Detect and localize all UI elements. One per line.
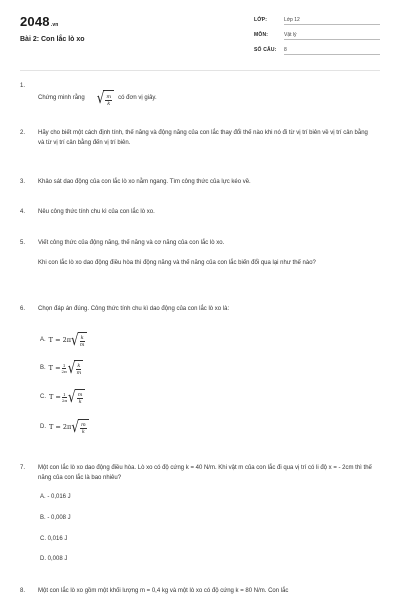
formula-c: T = $\frac{1}{2\pi}$ √ $\frac{m}{k}$ [49, 389, 85, 405]
option-c[interactable]: C. T = $\frac{1}{2\pi}$ √ $\frac{m}{k}$ [40, 386, 85, 408]
meta-info [254, 17, 384, 62]
question-text: Khảo sát dao động của con lắc lò xo nằm ngang. Tìm công thức của lực kéo về. [38, 179, 251, 185]
option-a[interactable]: A. T = 2π √ $\frac{k}{m}$ [40, 329, 87, 351]
option-a[interactable]: A. - 0,016 J [40, 494, 71, 500]
option-b[interactable]: B. T = $\frac{1}{2\pi}$ √ $\frac{k}{m}$ [40, 357, 83, 379]
formula-b: T = $\frac{1}{2\pi}$ √ $\frac{k}{m}$ [49, 360, 84, 376]
question-number: 7. [20, 465, 26, 471]
question-number: 2. [20, 130, 26, 136]
meta-row-class [254, 17, 384, 32]
formula-d: T = 2π √ $\frac{m}{k}$ [49, 419, 89, 435]
sqrt-m-over-k-formula: √ $\frac{m}{k}$ [97, 90, 114, 107]
question-number: 8. [20, 588, 26, 594]
question-text: Chọn đáp án đúng. Công thức tính chu kì dao động của con lắc lò xo là: [38, 306, 230, 312]
logo-main: 2048 [20, 14, 50, 29]
question-text: Một con lắc lò xo gồm một khối lượng m = 0,4 kg và một lò xo có độ cứng k = 80 N/m. Con lắc [38, 588, 289, 594]
question-text: Chứng minh rằng [38, 95, 85, 101]
option-d[interactable]: D. T = 2π √ $\frac{m}{k}$ [40, 416, 89, 438]
question-text: Nêu công thức tính chu kì của con lắc lò xo. [38, 209, 155, 215]
lesson-title: Bài 2: Con lắc lò xo [20, 36, 85, 43]
question-1-body [38, 90, 373, 106]
meta-label: MÔN: [254, 32, 269, 38]
question-number: 5. [20, 240, 26, 246]
option-d[interactable]: D. 0,008 J [40, 556, 68, 562]
question-text: Một con lắc lò xo dao động điều hòa. Lò xo có độ cứng k = 40 N/m. Khi vật m của con lắc đi qua vị trí có li độ x = - 2cm thì thế năng của con lắc là bao nhiêu? [38, 465, 372, 481]
question-number: 4. [20, 209, 26, 215]
logo-suffix: .vn [50, 22, 59, 28]
meta-label: SỐ CÂU: [254, 47, 277, 53]
meta-row-subject [254, 32, 384, 47]
meta-value: Lớp 12 [284, 17, 380, 25]
question-number: 6. [20, 306, 26, 312]
question-text: Viết công thức của động năng, thế năng và cơ năng của con lắc lò xo. [38, 240, 225, 246]
question-text: Hãy cho biết một cách định tính, thế năng và động năng của con lắc thay đổi thế nào khi nó đi từ vị trí biên về vị trí cân bằng và từ vị trí cân bằng đến vị trí biên. [38, 130, 368, 146]
question-text: có đơn vị giây. [118, 95, 157, 101]
meta-value: 8 [284, 47, 380, 55]
option-b[interactable]: B. - 0,008 J [40, 515, 71, 521]
page-header [0, 0, 400, 74]
formula-a: T = 2π √ $\frac{k}{m}$ [49, 332, 87, 348]
header-divider [20, 70, 380, 71]
question-number: 1. [20, 83, 26, 89]
meta-row-count [254, 47, 384, 62]
meta-value: Vật lý [284, 32, 380, 40]
option-c[interactable]: C. 0,016 J [40, 536, 68, 542]
question-extra-text: Khi con lắc lò xo dao động điều hòa thì động năng và thế năng của con lắc biến đổi qua lại như thế nào? [38, 260, 316, 266]
site-logo[interactable] [20, 14, 59, 29]
question-number: 3. [20, 179, 26, 185]
meta-label: LỚP: [254, 17, 268, 23]
